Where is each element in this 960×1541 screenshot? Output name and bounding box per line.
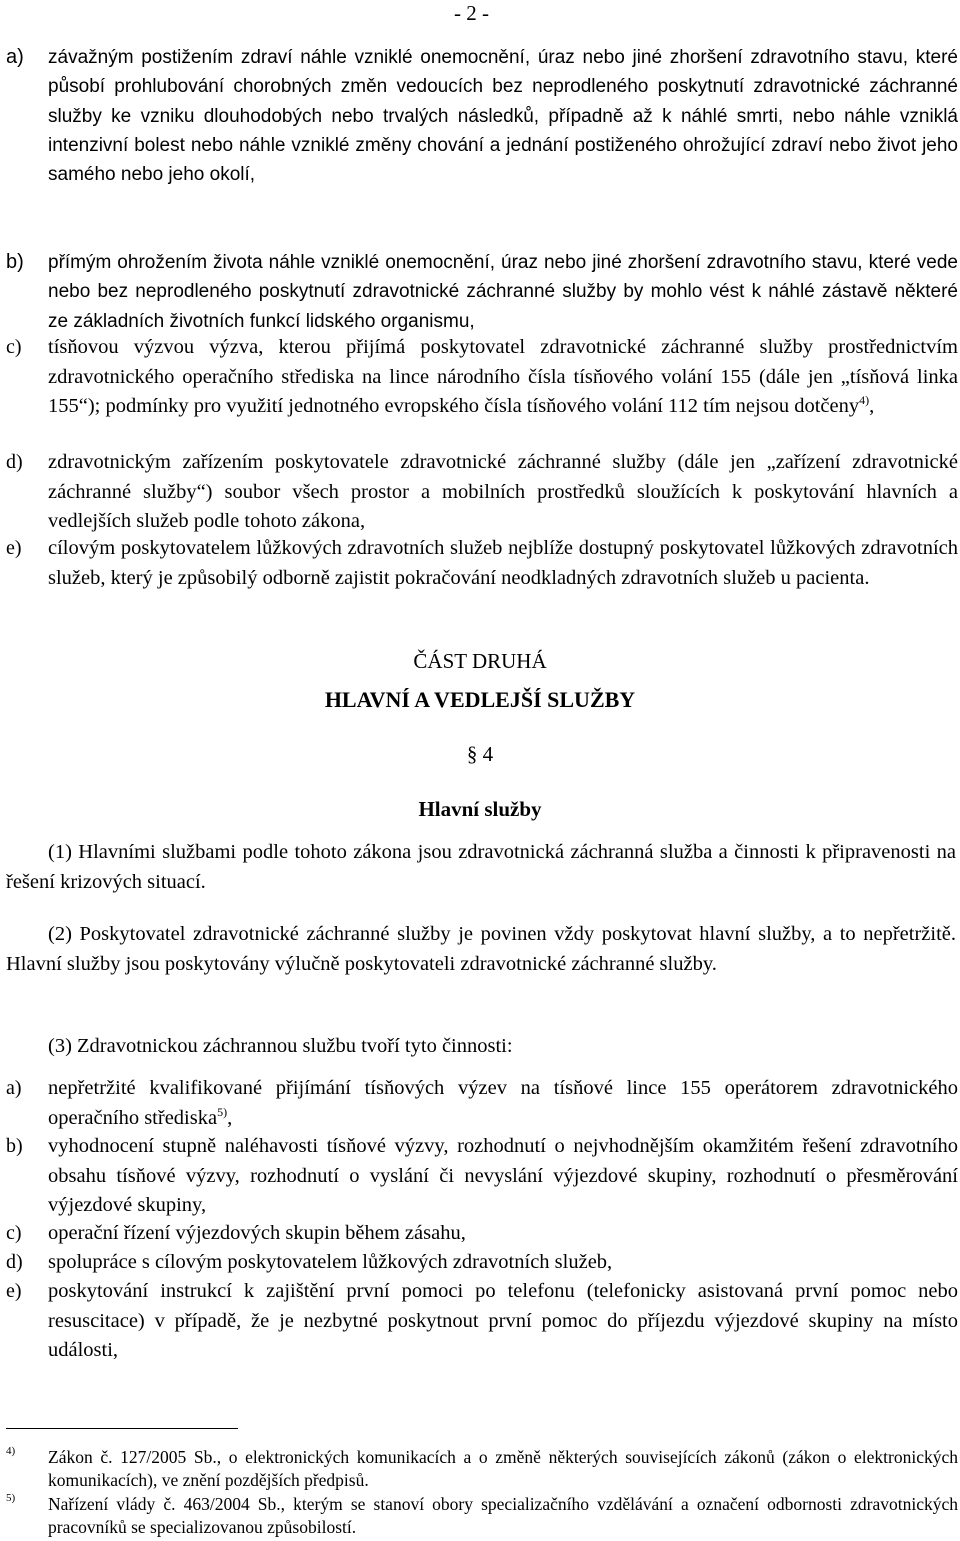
list-text-tail: , [227, 1106, 233, 1129]
list-label: e) [6, 1280, 22, 1302]
paragraph-2: (2) Poskytovatel zdravotnické záchranné služby je povinen vždy poskytovat hlavní služby, a to nepřetržitě. Hlavní služby jsou poskytovány výlučně poskytovateli zdravotnické záchranné služby. [6, 923, 956, 975]
list-text: poskytování instrukcí k zajištění první pomoci po telefonu (telefonicky asistovaná první pomoc nebo resuscitace) v případě, že je nezbytné poskytnout první pomoc do příjezdu výjezdové skupiny na místo události, [48, 1280, 958, 1361]
section-number: § 4 [466, 742, 494, 766]
footnote-4 [6, 1446, 958, 1491]
list-label: e) [6, 537, 22, 559]
footnote-divider [6, 1428, 238, 1429]
list-label: c) [6, 1222, 22, 1244]
activity-item-d [6, 1248, 958, 1278]
list-text: zdravotnickým zařízením poskytovatele zdravotnické záchranné služby (dále jen „zařízení zdravotnické záchranné služby“) soubor všech prostor a mobilních prostředků sloužících k poskytování hlavních a vedlejších služeb podle tohoto zákona, [48, 451, 958, 532]
list-label: d) [6, 1251, 23, 1273]
list-label: d) [6, 451, 23, 473]
footnote-ref: 5) [217, 1104, 228, 1119]
list-text: operační řízení výjezdových skupin během zásahu, [48, 1222, 466, 1244]
activity-item-e [6, 1277, 958, 1366]
definition-item-a [6, 43, 958, 189]
list-label: c) [6, 336, 22, 358]
footnote-text: Zákon č. 127/2005 Sb., o elektronických komunikacích a o změně některých souvisejících zákonů (zákon o elektronických komunikacích), ve znění pozdějších předpisů. [48, 1447, 958, 1490]
footnote-5 [6, 1493, 958, 1538]
list-text [48, 333, 958, 422]
page-number: - 2 - [454, 1, 489, 25]
list-text: cílovým poskytovatelem lůžkových zdravotních služeb nejblíže dostupný poskytovatel lůžkových zdravotních služeb, který je způsobilý odborně zajistit pokračování neodkladných zdravotních služeb u pacienta. [48, 537, 958, 589]
list-label: a) [6, 46, 24, 68]
list-label: a) [6, 1077, 22, 1099]
list-text-body: nepřetržité kvalifikované přijímání tísňových výzev na tísňové lince 155 operátorem zdravotnického operačního střediska [48, 1077, 958, 1129]
activity-item-a [6, 1074, 958, 1133]
list-text: závažným postižením zdraví náhle vzniklé onemocnění, úraz nebo jiné zhoršení zdravotního stavu, které působí prohlubování chorobných změn vedoucích bez neprodleného poskytnutí zdravotnické záchranné služby ke vzniku dlouhodobých nebo trvalých následků, případně až k náhlé smrti, nebo náhle vzniklá intenzivní bolest nebo náhle vzniklé změny chování a jednání postiženého ohrožující zdraví nebo život jeho samého nebo jeho okolí, [48, 47, 958, 186]
paragraph-3: (3) Zdravotnickou záchrannou službu tvoří tyto činnosti: [48, 1035, 513, 1057]
footnote-ref: 4) [859, 393, 870, 408]
activity-item-b [6, 1132, 958, 1221]
paragraph-1: (1) Hlavními službami podle tohoto zákona jsou zdravotnická záchranná služba a činnosti k připravenosti na řešení krizových situací. [6, 841, 956, 893]
list-label: b) [6, 251, 24, 273]
definition-item-d [6, 448, 958, 537]
list-label: b) [6, 1135, 23, 1157]
list-text-body: tísňovou výzvou výzva, kterou přijímá poskytovatel zdravotnické záchranné služby prostřednictvím zdravotnického operačního střediska na lince národního čísla tísňového volání 155 (dále jen „tísňová linka 155“); podmínky pro využití jednotného evropského čísla tísňového volání 112 tím nejsou dotčeny [48, 336, 958, 417]
part-title: ČÁST DRUHÁ [413, 649, 547, 673]
list-text: přímým ohrožením života náhle vzniklé onemocnění, úraz nebo jiné zhoršení zdravotního stavu, které vede nebo bez neprodleného poskytnutí zdravotnické záchranné služby by mohlo vést k náhlé zástavě některé ze základních životních funkcí lidského organismu, [48, 252, 958, 332]
list-text: vyhodnocení stupně naléhavosti tísňové výzvy, rozhodnutí o nejvhodnějším okamžitém řešení zdravotního obsahu tísňové výzvy, rozhodnutí o vyslání či nevyslání výjezdové skupiny, rozhodnutí o přesměrování výjezdové skupiny, [48, 1135, 958, 1216]
footnote-mark: 4) [6, 1445, 16, 1457]
definition-item-b [6, 248, 958, 336]
list-text-tail: , [869, 395, 875, 417]
list-text [48, 1074, 958, 1133]
list-text: spolupráce s cílovým poskytovatelem lůžkových zdravotních služeb, [48, 1251, 613, 1273]
activity-item-c [6, 1219, 958, 1249]
footnote-text: Nařízení vlády č. 463/2004 Sb., kterým se stanoví obory specializačního vzdělávání a označení odbornosti zdravotnických pracovníků se specializovanou způsobilostí. [48, 1494, 958, 1537]
footnote-mark: 5) [6, 1492, 16, 1504]
part-heading: HLAVNÍ A VEDLEJŠÍ SLUŽBY [324, 687, 636, 712]
section-heading: Hlavní služby [418, 797, 542, 821]
definition-item-c [6, 333, 958, 422]
definition-item-e [6, 534, 958, 593]
